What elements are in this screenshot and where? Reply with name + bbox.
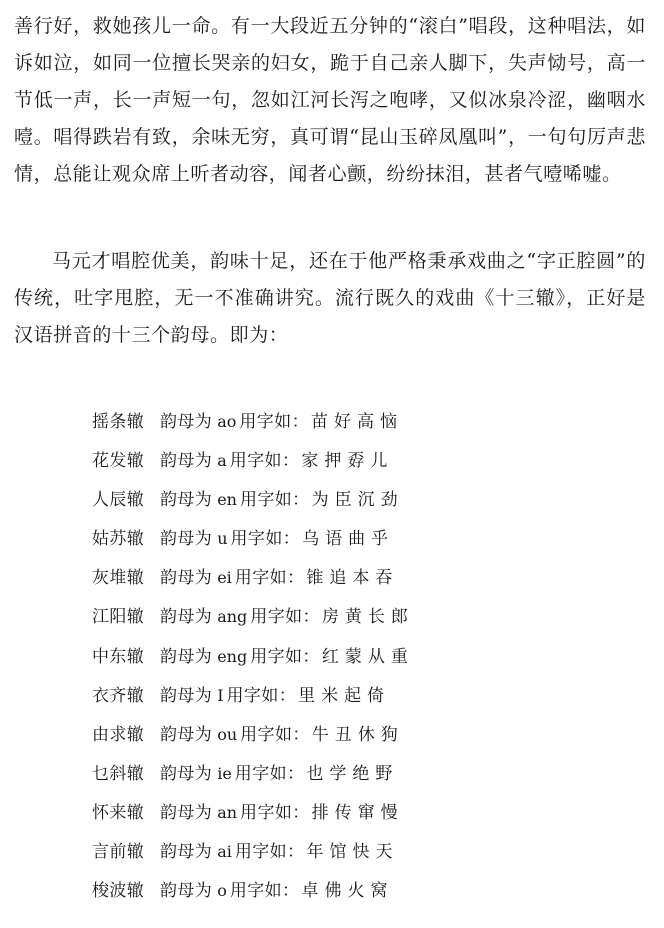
rhyme-name: 中东辙	[92, 646, 145, 667]
rhyme-final: ie	[217, 763, 232, 783]
rhyme-row	[92, 715, 414, 754]
rhyme-prefix: 韵母为	[160, 802, 213, 823]
rhyme-final: o	[217, 881, 227, 901]
rhyme-row	[92, 793, 414, 832]
rhyme-final: eng	[217, 646, 248, 666]
rhyme-examples: 也学绝野	[306, 763, 399, 784]
rhyme-examples: 房黄长郎	[321, 607, 414, 628]
rhyme-final: I	[217, 685, 224, 705]
rhyme-final: ou	[217, 724, 238, 744]
rhyme-name: 花发辙	[92, 451, 145, 472]
rhyme-name: 梭波辙	[92, 881, 145, 902]
rhyme-usage-label: 用字如：	[229, 451, 300, 472]
rhyme-usage-label: 用字如：	[250, 646, 320, 667]
rhyme-final: en	[217, 490, 237, 510]
rhyme-examples: 乌语曲乎	[302, 529, 395, 550]
rhyme-final: ei	[217, 568, 232, 588]
rhyme-row	[92, 597, 414, 636]
rhyme-name: 衣齐辙	[92, 685, 145, 706]
rhyme-name: 姑苏辙	[92, 529, 145, 550]
rhyme-name: 江阳辙	[92, 607, 145, 628]
rhyme-final: an	[217, 802, 238, 822]
rhyme-row	[92, 519, 414, 558]
rhyme-prefix: 韵母为	[160, 646, 213, 667]
rhyme-prefix: 韵母为	[160, 842, 213, 863]
rhyme-examples: 排传窜慢	[311, 802, 404, 823]
rhyme-prefix: 韵母为	[160, 568, 213, 589]
rhyme-name: 灰堆辙	[92, 568, 145, 589]
rhyme-usage-label: 用字如：	[230, 529, 301, 550]
rhyme-examples: 里米起倚	[298, 685, 391, 706]
rhyme-prefix: 韵母为	[160, 724, 213, 745]
rhyme-usage-label: 用字如：	[239, 412, 309, 432]
rhyme-row	[92, 558, 414, 597]
rhyme-prefix: 韵母为	[160, 412, 213, 432]
rhyme-examples: 牛丑休狗	[311, 724, 404, 745]
rhyme-prefix: 韵母为	[160, 881, 213, 902]
thirteen-rhymes-list	[92, 402, 414, 910]
rhyme-row	[92, 441, 414, 480]
rhyme-usage-label: 用字如：	[234, 763, 305, 784]
rhyme-examples: 家押孬儿	[301, 451, 394, 472]
paragraph-opera-description: 善行好，救她孩儿一命。有一大段近五分钟的“滚白”唱段，这种唱法，如诉如泣，如同一位擅长哭亲的妇女，跪于自己亲人脚下，失声恸号，高一节低一声，长一声短一句，忽如江河长泻之咆哮，又似冰泉冷涩，幽咽水噎。唱得跌岩有致，余味无穷，真可谓“昆山玉碎凤凰叫”，一句句厉声悲情，总能让观众席上听者动容，闻者心颤，纷纷抹泪，甚者气噎唏嘘。	[14, 15, 646, 185]
rhyme-row	[92, 871, 414, 910]
rhyme-row	[92, 754, 414, 793]
rhyme-name: 摇条辙	[92, 412, 145, 432]
rhyme-usage-label: 用字如：	[240, 802, 310, 823]
rhyme-name: 言前辙	[92, 842, 145, 863]
rhyme-prefix: 韵母为	[160, 607, 213, 628]
rhyme-row	[92, 480, 414, 519]
rhyme-prefix: 韵母为	[160, 490, 213, 511]
rhyme-usage-label: 用字如：	[239, 490, 310, 511]
rhyme-examples: 红蒙从重	[321, 646, 414, 667]
rhyme-prefix: 韵母为	[160, 529, 213, 550]
rhyme-usage-label: 用字如：	[240, 724, 310, 745]
rhyme-usage-label: 用字如：	[229, 881, 300, 902]
rhyme-prefix: 韵母为	[160, 763, 213, 784]
rhyme-name: 怀来辙	[92, 802, 145, 823]
rhyme-row	[92, 402, 414, 441]
rhyme-examples: 苗好高恼	[310, 412, 403, 432]
rhyme-final: ai	[217, 842, 232, 862]
rhyme-examples: 锥追本吞	[306, 568, 399, 589]
rhyme-row	[92, 637, 414, 676]
rhyme-row	[92, 676, 414, 715]
rhyme-usage-label: 用字如：	[234, 568, 305, 589]
rhyme-name: 乜斜辙	[92, 763, 145, 784]
rhyme-final: a	[217, 451, 227, 471]
paragraph-thirteen-rhymes-intro: 马元才唱腔优美，韵味十足，还在于他严格秉承戏曲之“字正腔圆”的传统，吐字甩腔，无一不准确讲究。流行既久的戏曲《十三辙》，正好是汉语拼音的十三个韵母。即为：	[14, 250, 646, 346]
rhyme-row	[92, 832, 414, 871]
rhyme-usage-label: 用字如：	[250, 607, 320, 628]
rhyme-final: ang	[217, 607, 248, 627]
rhyme-prefix: 韵母为	[160, 685, 213, 706]
rhyme-usage-label: 用字如：	[226, 685, 297, 706]
rhyme-examples: 年馆快天	[306, 842, 399, 863]
rhyme-final: ao	[217, 412, 237, 431]
rhyme-final: u	[217, 529, 228, 549]
rhyme-prefix: 韵母为	[160, 451, 213, 472]
rhyme-name: 由求辙	[92, 724, 145, 745]
rhyme-name: 人辰辙	[92, 490, 145, 511]
rhyme-examples: 卓佛火窝	[301, 881, 394, 902]
rhyme-usage-label: 用字如：	[234, 842, 305, 863]
rhyme-examples: 为臣沉劲	[311, 490, 404, 511]
